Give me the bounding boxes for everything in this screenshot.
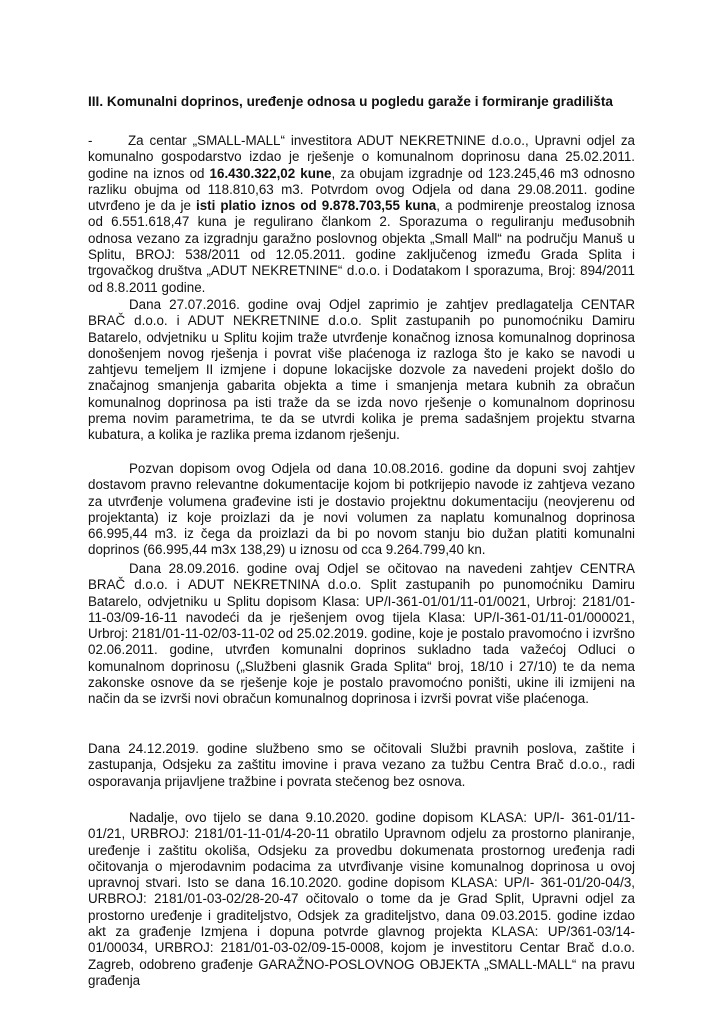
paragraph-6: Nadalje, ovo tijelo se dana 9.10.2020. godine dopisom KLASA: UP/I- 361-01/11-01/21, URBROJ: 2181/01-11-01/4-20-11 obratilo Upravnom odjelu za prostorno planiranje, uređenje i zaštitu okoliša, Odsjeku za provedbu dokumenata prostornog uređenja radi očitovanja o mjerodavnim podacima za utvrđivanje visine komunalnog doprinosa u ovoj upravnoj stvari. Isto se dana 16.10.2020. godine dopisom KLASA: UP/I- 361-01/20-04/3, URBROJ: 2181/01-03-02/28-20-47 očitovalo o tome da je Grad Split, Upravni odjel za prostorno uređenje i graditeljstvo, Odsjek za graditeljstvo, dana 09.03.2015. godine izdao akt za građenje Izmjena i dopuna potvrde glavnog projekta KLASA: UP/361-03/14-01/00034, URBROJ: 2181/01-03-02/09-15-0008, kojom je investitoru Centar Brač d.o.o. Zagreb, odobreno građenje GARAŽNO-POSLOVNOG OBJEKTA „SMALL-MALL“ na pravu građenja — [88, 810, 635, 988]
paragraph-4: Dana 28.09.2016. godine ovaj Odjel se očitovao na navedeni zahtjev CENTRA BRAČ d.o.o. i ADUT NEKRETNINA d.o.o. Split zastupanih po punomoćniku Damiru Batarelo, odvjetniku u Splitu dopisom Klasa: UP/I-361-01/01/11-01/0021, Urbroj: 2181/01-11-03/09-16-11 navodeći da je rješenjem ovog tijela Klasa: UP/I-361-01/11-01/000021, Urbroj: 2181/01-11-02/03-11-02 od 25.02.2019. godine, koje je postalo pravomoćno i izvršno 02.06.2011. godine, utvrđen komunalni doprinos sukladno tada važećoj Odluci o komunalnom doprinosu („Službeni glasnik Grada Splita“ broj, 18/10 i 27/10) te da nema zakonske osnove da se rješenje koje je postalo pravomoćno poništi, ukine ili izmijeni na način da se izvrši novi obračun komunalnog doprinosa i izvrši povrat više plaćenoga. — [88, 561, 635, 707]
paragraph-3: Pozvan dopisom ovog Odjela od dana 10.08.2016. godine da dopuni svoj zahtjev dostavom pravno relevantne dokumentacije kojom bi potkrijepio navode iz zahtjeva vezano za utvrđenje volumena građevine isti je dostavio projektnu dokumentaciju (neovjerenu od projektanta) iz koje proizlazi da je novi volumen za naplatu komunalnog doprinosa 66.995,44 m3. iz čega da proizlazi da bi po novom stanju bio dužan platiti komunalni doprinos (66.995,44 m3x 138,29) u iznosu od cca 9.264.799,40 kn. — [88, 461, 635, 558]
paragraph-5: Dana 24.12.2019. godine službeno smo se očitovali Službi pravnih poslova, zaštite i zastupanja, Odsjeku za zaštitu imovine i prava vezano za tužbu Centra Brač d.o.o., radi osporavanja prijavljene tražbine i povrata stečenog bez osnova. — [88, 741, 635, 789]
paragraph-1-text-b: , za obujam izgradnje od 123.245,46 m3 odnosno razliku obujma od 118.810,63 m3. Potvrdom ovog Odjela od dana 29.08.2011. godine utvrđeno je da je — [88, 165, 636, 214]
paragraph-1-bold-paid: isti platio iznos od 9.878.703,55 kuna — [195, 198, 437, 214]
paragraph-2: Dana 27.07.2016. godine ovaj Odjel zaprimio je zahtjev predlagatelja CENTAR BRAČ d.o.o. i ADUT NEKRETNINE d.o.o. Split zastupanih po punomoćniku Damiru Batarelo, odvjetniku u Splitu kojim traže utvrđenje konačnog iznosa komunalnog doprinosa donošenjem novog rješenja i povrat više plaćenoga iz razloga što je kako se navodi u zahtjevu temeljem II izmjene i dopune lokacijske dozvole za navedeni projekt došlo do značajnog smanjenja gabarita objekta a time i smanjenja metara kubnih za obračun komunalnog doprinosa pa isti traže da se izda novo rješenje o komunalnom doprinosu prema novim parametrima, te da se utvrdi kolika je prema sadašnjem projektu stvarna kubatura, a kolika je razlika prema izdanom rješenju. — [88, 297, 635, 443]
paragraph-1-bold-amount: 16.430.322,02 kune — [209, 165, 332, 181]
list-dash: - — [88, 133, 93, 148]
section-heading: III. Komunalni doprinos, uređenje odnosa u pogledu garaže i formiranje gradilišta — [88, 94, 613, 109]
paragraph-1-text-c: , a podmirenje preostalog iznosa od 6.551.618,47 kuna je regulirano člankom 2. Sporazuma o reguliranju međusobnih odnosa vezano za izgradnju garažno poslovnog objekta „Small Mall“ na području Manuš u Splitu, BROJ: 538/2011 od 12.05.2011. godine zaključenog između Grada Splita i trgovačkog društva „ADUT NEKRETNINE“ d.o.o. i Dodatakom I sporazuma, Broj: 894/2011 od 8.8.2011 godine. — [88, 198, 635, 295]
paragraph-1 — [88, 133, 635, 296]
paragraph-1-text-a: Za centar „SMALL-MALL“ investitora ADUT NEKRETNINE d.o.o., Upravni odjel za komunalno gospodarstvo izdao je rješenje o komunalnom doprinosu dana 25.02.2011. godine na iznos od — [88, 133, 635, 181]
